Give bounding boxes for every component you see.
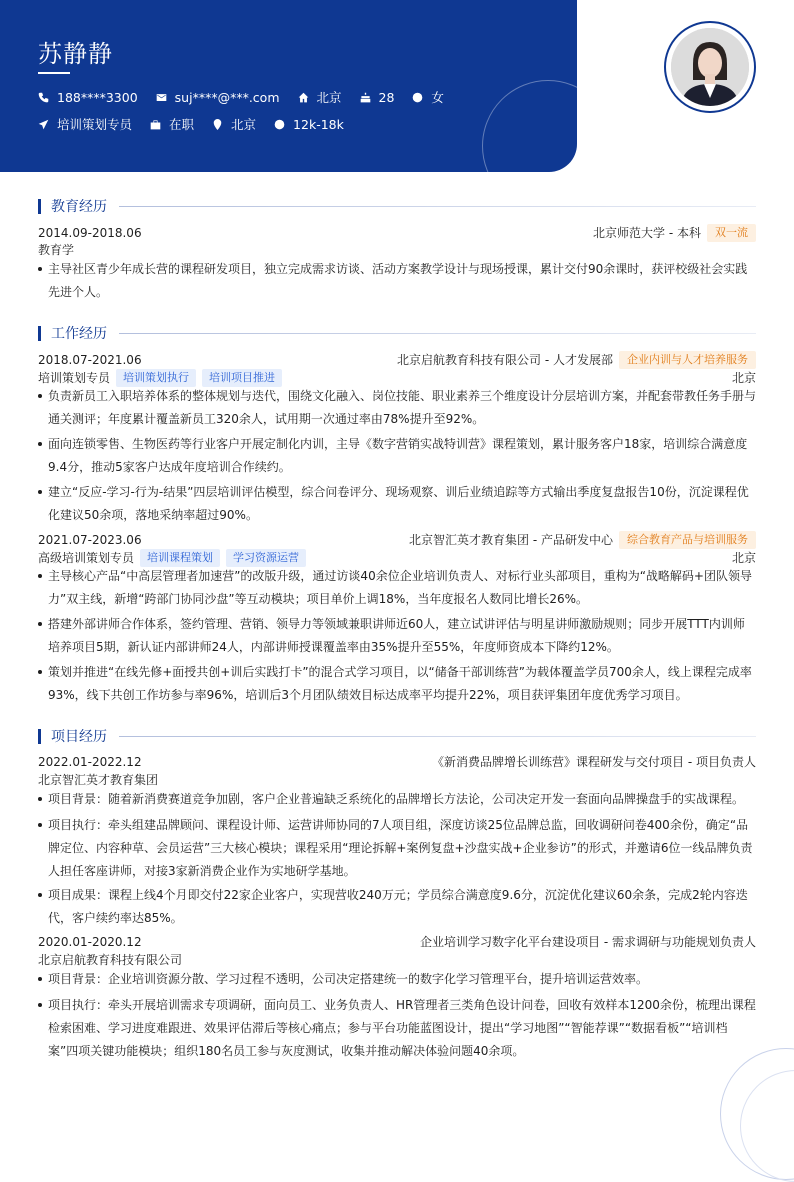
salary-text: 12k-18k <box>293 116 344 132</box>
work-title: 高级培训策划专员 <box>38 551 135 565</box>
section-work <box>38 323 756 343</box>
avatar-frame <box>664 21 756 113</box>
age-icon <box>360 92 371 103</box>
list-item: 负责新员工入职培养体系的整体规划与迭代，围绕文化融入、岗位技能、职业素养三个维度设计分层培训方案，并配套带教任务手册与通关测评；年度累计覆盖新员工320余人，试用期一次通过率由78%提升至92%。 <box>38 385 756 431</box>
work-company: 北京启航教育科技有限公司 - 人才发展部 <box>397 353 613 367</box>
phone-icon <box>38 92 49 103</box>
contact-row <box>38 88 462 106</box>
work-industry-tag: 企业内训与人才培养服务 <box>619 351 756 369</box>
work-industry-tag: 综合教育产品与培训服务 <box>619 531 756 549</box>
briefcase-icon <box>150 119 161 130</box>
section-project <box>38 726 756 746</box>
project-org: 北京智汇英才教育集团 <box>38 773 159 787</box>
section-education <box>38 196 756 216</box>
phone-item <box>38 90 138 105</box>
status-text: 在职 <box>169 117 195 132</box>
list-item: 主导核心产品“中高层管理者加速营”的改版升级，通过访谈40余位企业培训负责人、对标行业头部项目，重构为“战略解码+团队领导力”双主线，新增“跨部门协同沙盘”等互动模块；项目单价上调18%，当年度报名人数同比增长26%。 <box>38 565 756 611</box>
list-item: 项目背景：企业培训资源分散、学习过程不透明，公司决定搭建统一的数字化学习管理平台，提升培训运营效率。 <box>38 968 756 991</box>
project-header <box>38 934 756 950</box>
list-item: 策划并推进“在线先修+面授共创+训后实践打卡”的混合式学习项目，以“储备干部训练营”为载体覆盖学员700余人，线上课程完成率93%，线下共创工作坊参与率96%，培训后3个月团队绩效目标达成率平均提升22%，项目获评集团年度优秀学习项目。 <box>38 661 756 707</box>
phone-text: 188****3300 <box>57 89 138 105</box>
list-item: 建立“反应-学习-行为-结果”四层培训评估模型，综合问卷评分、现场观察、训后业绩追踪等方式输出季度复盘报告10份，沉淀课程优化建议50余项，落地采纳率超过90%。 <box>38 481 756 527</box>
section-rule <box>119 206 756 207</box>
work-header <box>38 531 756 549</box>
status-item <box>150 115 194 133</box>
project-org-row <box>38 952 756 968</box>
city-text: 北京 <box>316 90 342 105</box>
work-header <box>38 351 756 369</box>
section-rule <box>119 333 756 334</box>
target-job-item <box>38 115 132 133</box>
target-city-item <box>212 115 256 133</box>
work-city: 北京 <box>731 551 756 565</box>
education-school: 北京师范大学 - 本科 <box>593 226 701 240</box>
work-city: 北京 <box>731 371 756 385</box>
section-title-text: 工作经历 <box>51 326 107 342</box>
section-bar <box>38 199 41 214</box>
target-job-text: 培训策划专员 <box>57 117 133 132</box>
avatar-portrait <box>671 28 749 106</box>
project-period: 2022.01-2022.12 <box>38 755 142 769</box>
header-banner <box>0 0 577 172</box>
work-company: 北京智汇英才教育集团 - 产品研发中心 <box>409 533 613 547</box>
gender-item <box>412 88 444 106</box>
list-item: 项目成果：课程上线4个月即交付22家企业客户，实现营收240万元；学员综合满意度9.6分，沉淀优化建议60余条，完成2轮内容迭代，客户续约率达85%。 <box>38 884 756 930</box>
email-item <box>156 90 280 105</box>
list-item: 项目执行：牵头组建品牌顾问、课程设计师、运营讲师协同的7人项目组，深度访谈25位品牌总监，回收调研问卷400余份，确定“品牌定位、内容种草、会员运营”三大核心模块；课程采用“理论拆解+案例复盘+沙盘实战+企业参访”的形式，并邀请6位一线品牌负责人担任客座讲师，对接3家新消费企业作为实地研学基地。 <box>38 814 756 883</box>
list-item: 面向连锁零售、生物医药等行业客户开展定制化内训，主导《数字营销实战特训营》课程策划，累计服务客户18家，培训综合满意度9.4分，推动5家客户达成年度培训合作续约。 <box>38 433 756 479</box>
section-bar <box>38 326 41 341</box>
work-period: 2018.07-2021.06 <box>38 353 142 367</box>
age-item <box>360 90 395 105</box>
education-tag: 双一流 <box>707 224 756 242</box>
home-icon <box>298 92 309 103</box>
project-name: 企业培训学习数字化平台建设项目 - 需求调研与功能规划负责人 <box>420 935 756 949</box>
age-text: 28 <box>378 89 395 105</box>
salary-item <box>274 117 344 132</box>
target-city-text: 北京 <box>231 117 257 132</box>
money-icon <box>274 119 285 130</box>
skill-tag: 培训课程策划 <box>140 549 220 567</box>
mail-icon <box>156 92 167 103</box>
list-item: 项目背景：随着新消费赛道竞争加剧，客户企业普遍缺乏系统化的品牌增长方法论，公司决定开发一套面向品牌操盘手的实战课程。 <box>38 788 756 811</box>
section-title-text: 教育经历 <box>51 199 107 215</box>
section-rule <box>119 736 756 737</box>
project-period: 2020.01-2020.12 <box>38 935 142 949</box>
list-item: 项目执行：牵头开展培训需求专项调研，面向员工、业务负责人、HR管理者三类角色设计问卷，回收有效样本1200余份，梳理出课程检索困难、学习进度难跟进、效果评估滞后等核心痛点；参与平台功能蓝图设计，提出“学习地图”“智能荐课”“数据看板”“培训档案”四项关键功能模块；组织180名员工参与灰度测试，收集并推动解决体验问题40余项。 <box>38 994 756 1063</box>
gender-text: 女 <box>431 90 444 105</box>
project-header <box>38 754 756 770</box>
candidate-name: 苏静静 <box>38 40 113 68</box>
send-icon <box>38 119 49 130</box>
project-org: 北京启航教育科技有限公司 <box>38 953 183 967</box>
city-item <box>298 88 342 106</box>
list-item: 搭建外部讲师合作体系，签约管理、营销、领导力等领域兼职讲师近60人，建立试讲评估与明星讲师激励规则；同步开展TTT内训师培养项目5期，新认证内部讲师24人，内部讲师授课覆盖率由35%提升至55%，年度师资成本下降约12%。 <box>38 613 756 659</box>
decorative-circle <box>482 80 577 172</box>
avatar <box>671 28 749 106</box>
work-period: 2021.07-2023.06 <box>38 533 142 547</box>
intent-row <box>38 115 362 133</box>
project-name: 《新消费品牌增长训练营》课程研发与交付项目 - 项目负责人 <box>432 755 756 769</box>
list-item: 主导社区青少年成长营的课程研发项目，独立完成需求访谈、活动方案教学设计与现场授课，累计交付90余课时，获评校级社会实践先进个人。 <box>38 258 756 304</box>
education-major-row <box>38 242 756 258</box>
location-icon <box>212 119 223 130</box>
section-bar <box>38 729 41 744</box>
education-major: 教育学 <box>38 243 75 257</box>
education-header <box>38 224 756 242</box>
skill-tag: 培训策划执行 <box>116 369 196 387</box>
education-period: 2014.09-2018.06 <box>38 226 142 240</box>
project-org-row <box>38 772 756 788</box>
gender-icon <box>412 92 423 103</box>
work-title: 培训策划专员 <box>38 371 111 385</box>
skill-tag: 学习资源运营 <box>226 549 306 567</box>
section-title-text: 项目经历 <box>51 729 107 745</box>
skill-tag: 培训项目推进 <box>202 369 282 387</box>
email-text: suj****@***.com <box>174 89 280 105</box>
name-underline <box>38 72 70 74</box>
